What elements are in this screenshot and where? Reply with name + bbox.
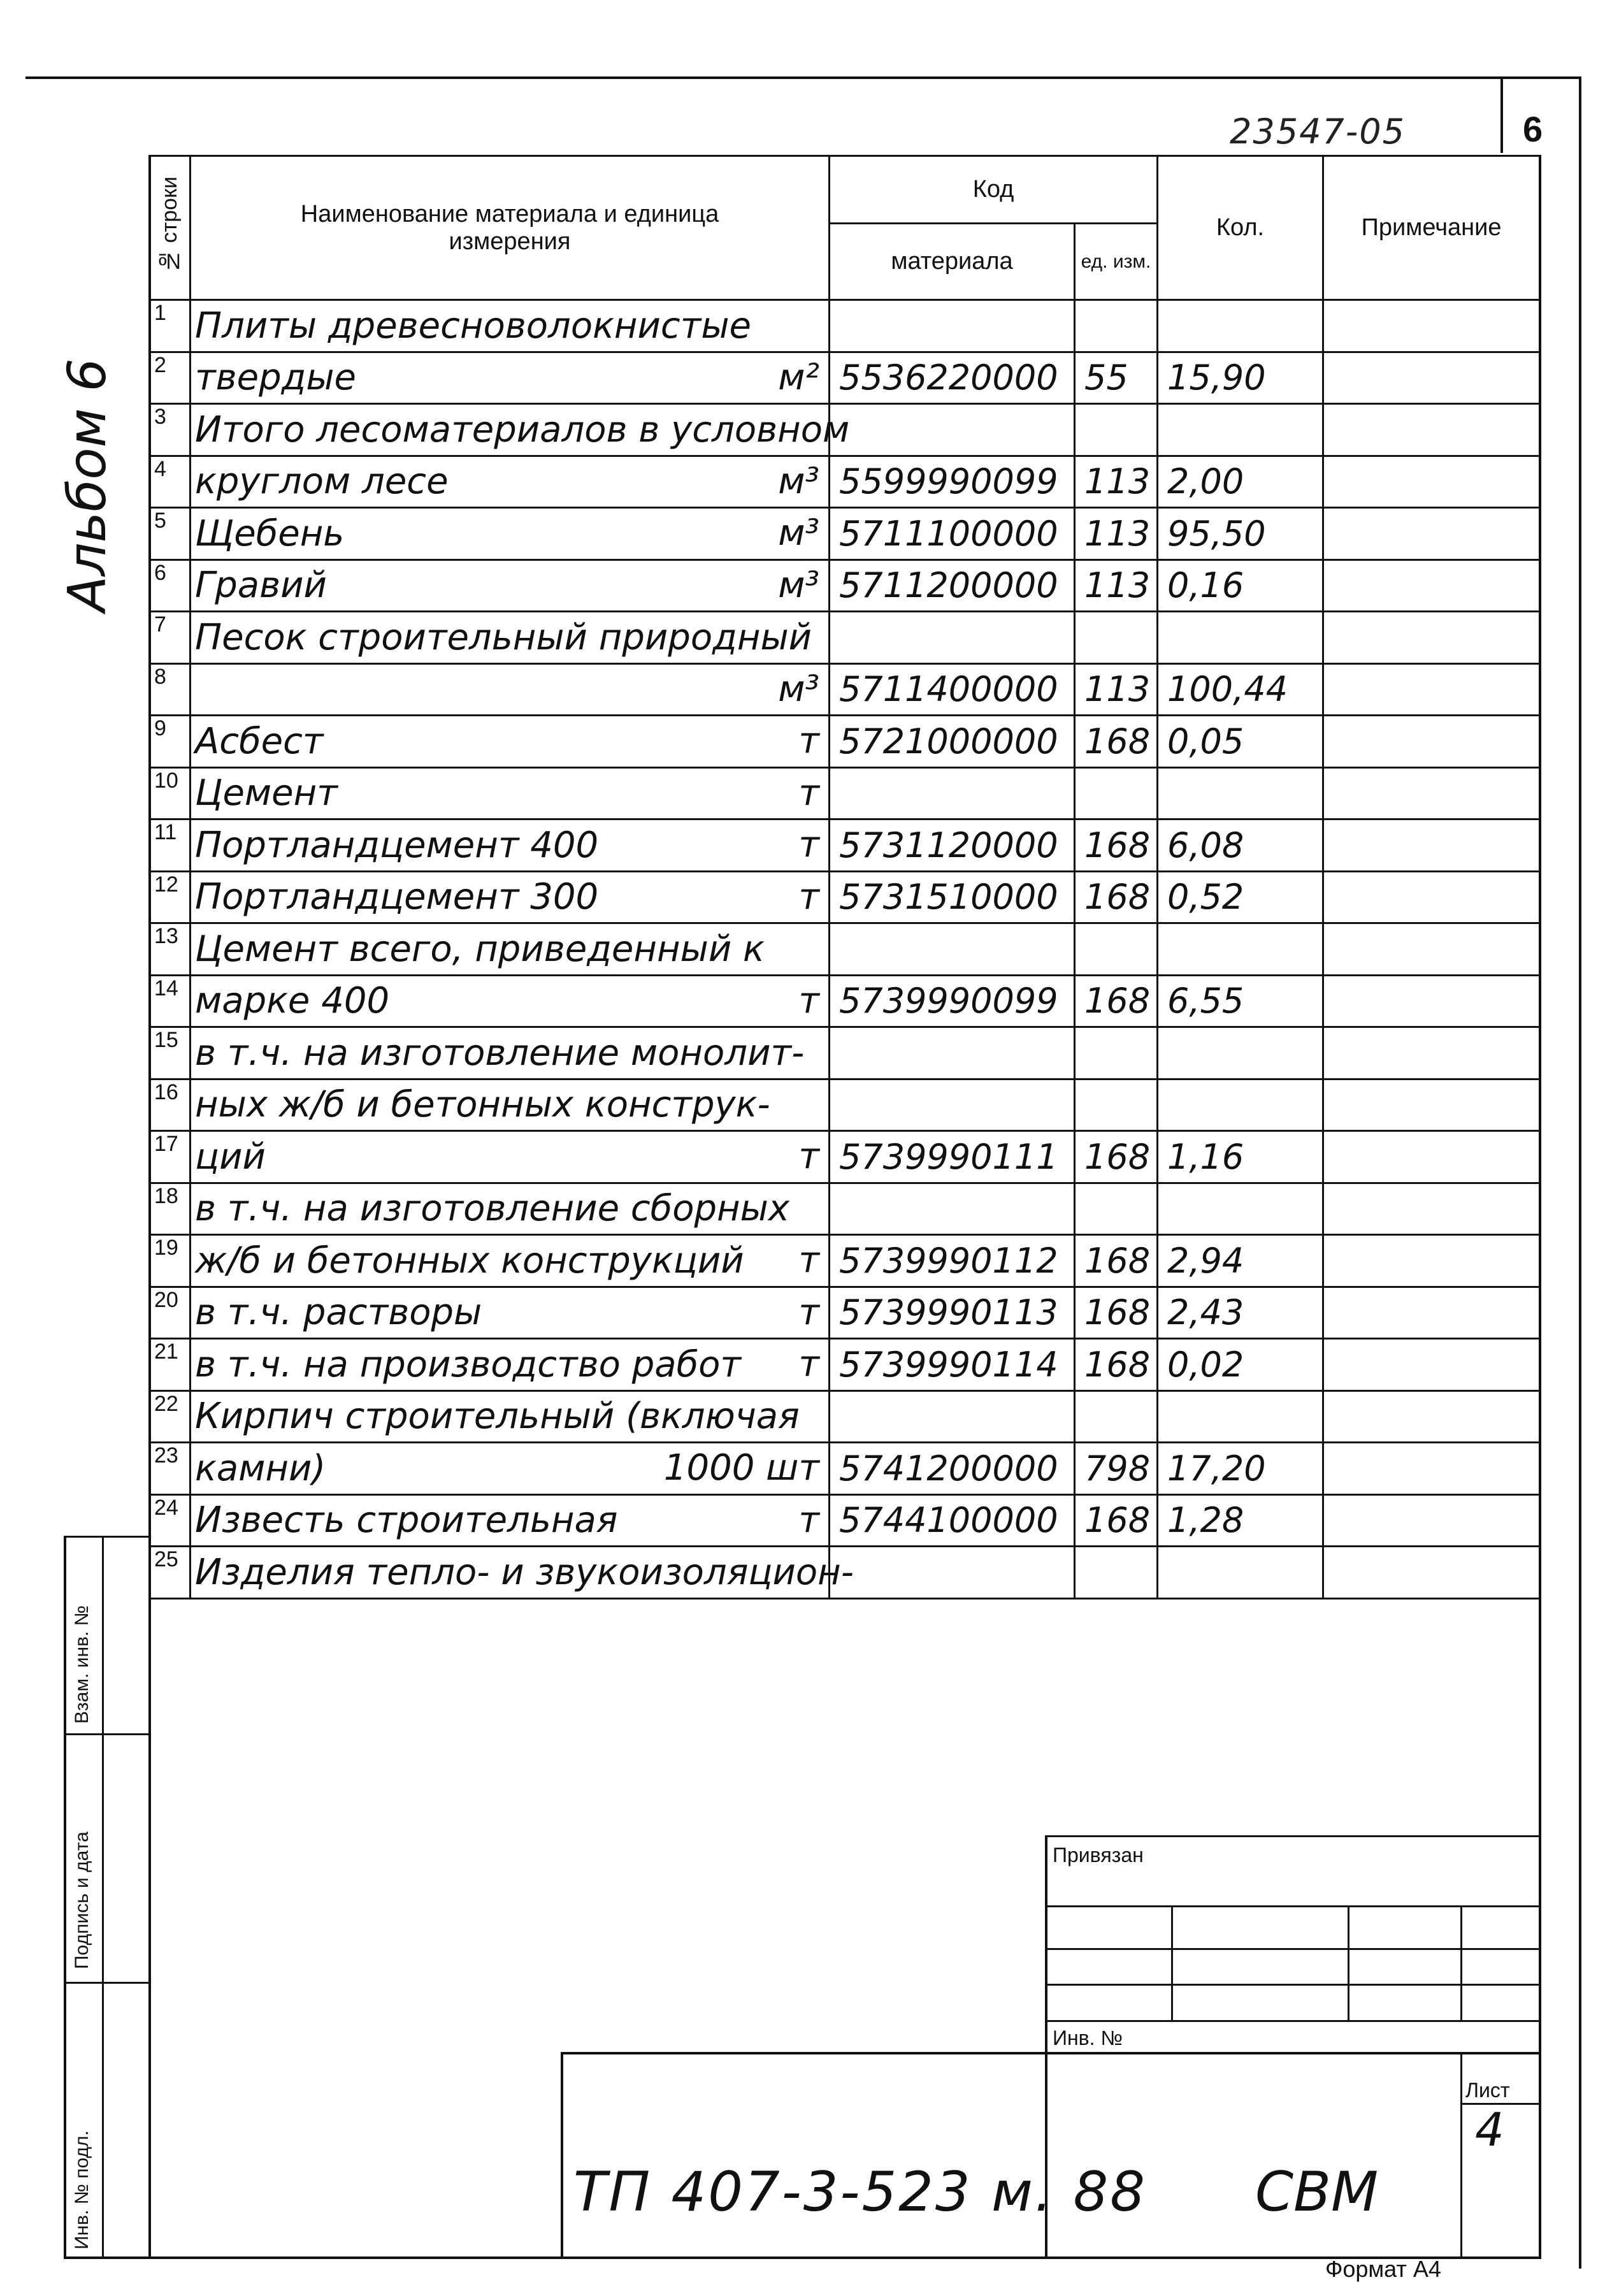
quantity: 15,90 (1158, 352, 1323, 404)
note-cell (1323, 923, 1540, 976)
note-cell (1323, 300, 1540, 352)
row-number: 8 (150, 663, 191, 716)
row-number: 13 (150, 923, 191, 976)
table-row (150, 663, 1540, 716)
material-code (830, 923, 1075, 976)
note-cell (1323, 352, 1540, 404)
table-row (150, 1287, 1540, 1339)
measure-unit: т (798, 824, 819, 865)
measure-unit: т (798, 979, 819, 1022)
quantity (1158, 1027, 1323, 1079)
measure-unit: т (798, 876, 819, 918)
material-name-text: ж/б и бетонных конструкций (195, 1239, 744, 1282)
material-name-text: твердые (195, 357, 357, 399)
row-number: 7 (150, 612, 191, 664)
material-code: 5739990114 (830, 1339, 1075, 1391)
measure-unit: т (798, 772, 819, 814)
material-name (191, 1027, 830, 1079)
titleblock-col1 (1171, 1905, 1173, 2020)
note-cell (1323, 1443, 1540, 1495)
unit-code: 168 (1075, 1131, 1158, 1183)
note-cell (1323, 1131, 1540, 1183)
titleblock-row3 (1045, 1984, 1541, 1986)
material-name (191, 612, 830, 664)
quantity: 6,55 (1158, 975, 1323, 1027)
quantity (1158, 404, 1323, 456)
row-number: 24 (150, 1494, 191, 1547)
row-number: 23 (150, 1443, 191, 1495)
note-cell (1323, 1183, 1540, 1235)
side-stamp-top (64, 1536, 150, 1538)
quantity (1158, 612, 1323, 664)
material-name-text: Гравий (195, 565, 327, 607)
quantity: 100,44 (1158, 663, 1323, 716)
quantity: 0,52 (1158, 871, 1323, 923)
measure-unit: т (798, 1291, 819, 1333)
sheet-value: 4 (1475, 2103, 1504, 2156)
table-row (150, 975, 1540, 1027)
top-rule (25, 76, 1580, 79)
table-row (150, 819, 1540, 872)
note-cell (1323, 1287, 1540, 1339)
material-code: 5711200000 (830, 560, 1075, 612)
material-name (191, 663, 830, 716)
table-row (150, 1547, 1540, 1599)
material-name-text: марке 400 (195, 980, 390, 1022)
material-name-text: в т.ч. растворы (195, 1292, 482, 1334)
material-name-text: Изделия тепло- и звукоизоляцион- (195, 1551, 854, 1593)
titleblock-row2 (1045, 1948, 1541, 1950)
unit-code (1075, 1079, 1158, 1131)
unit-code: 113 (1075, 663, 1158, 716)
table-row (150, 1235, 1540, 1287)
material-name-text: Цемент всего, приведенный к (195, 928, 765, 970)
material-name-text: в т.ч. на изготовление сборных (195, 1188, 789, 1230)
quantity: 0,16 (1158, 560, 1323, 612)
replaced-inv-label: Взам. инв. № (71, 1605, 92, 1724)
note-cell (1323, 871, 1540, 923)
document-code: 23547-05 (1230, 112, 1406, 152)
material-name-text: в т.ч. на производство работ (195, 1343, 741, 1385)
row-number: 17 (150, 1131, 191, 1183)
unit-code: 168 (1075, 1287, 1158, 1339)
material-name (191, 456, 830, 508)
material-name (191, 1339, 830, 1391)
material-name-text: Портландцемент 300 (195, 876, 599, 918)
side-stamp-left (64, 1536, 66, 2259)
header-name: Наименование материала и единица измерения (191, 156, 830, 300)
measure-unit: т (798, 1499, 819, 1541)
table-row (150, 456, 1540, 508)
header-note: Примечание (1323, 156, 1540, 300)
table-row (150, 300, 1540, 352)
measure-unit: т (798, 720, 819, 762)
row-number: 25 (150, 1547, 191, 1599)
titleblock-col3 (1460, 1905, 1462, 2020)
quantity: 17,20 (1158, 1443, 1323, 1495)
quantity: 2,43 (1158, 1287, 1323, 1339)
material-name-text: Итого лесоматериалов в условном (195, 408, 850, 451)
note-cell (1323, 612, 1540, 664)
note-cell (1323, 1339, 1540, 1391)
material-name (191, 352, 830, 404)
header-material: материала (830, 224, 1075, 300)
note-cell (1323, 456, 1540, 508)
material-name (191, 1183, 830, 1235)
row-number: 1 (150, 300, 191, 352)
titleblock-row1 (1045, 1905, 1541, 1907)
material-name-text: Цемент (195, 772, 338, 814)
material-code: 5739990099 (830, 975, 1075, 1027)
quantity (1158, 923, 1323, 976)
material-name (191, 1235, 830, 1287)
note-cell (1323, 975, 1540, 1027)
titleblock-row4 (1045, 2020, 1541, 2022)
table-row (150, 560, 1540, 612)
note-cell (1323, 767, 1540, 819)
row-number: 3 (150, 404, 191, 456)
signature-date-label: Подпись и дата (71, 1831, 92, 1969)
note-cell (1323, 1494, 1540, 1547)
material-code: 5741200000 (830, 1443, 1075, 1495)
material-name (191, 1443, 830, 1495)
material-name (191, 819, 830, 872)
material-name (191, 1494, 830, 1547)
material-code (830, 1079, 1075, 1131)
material-code (830, 300, 1075, 352)
unit-code (1075, 1547, 1158, 1599)
header-row-no: № строки (150, 156, 191, 300)
measure-unit: 1000 шт (663, 1447, 819, 1489)
materials-table (148, 155, 1541, 1599)
row-number: 2 (150, 352, 191, 404)
titleblock-main-left (561, 2052, 563, 2257)
note-cell (1323, 1235, 1540, 1287)
quantity (1158, 767, 1323, 819)
material-name-text: Плиты древесноволокнистые (195, 305, 752, 347)
sheet-cell-left (1460, 2052, 1462, 2257)
unit-code (1075, 1183, 1158, 1235)
row-number: 15 (150, 1027, 191, 1079)
note-cell (1323, 1390, 1540, 1443)
measure-unit: т (798, 1343, 819, 1385)
row-number: 22 (150, 1390, 191, 1443)
material-code: 5599990099 (830, 456, 1075, 508)
material-code: 5711400000 (830, 663, 1075, 716)
material-code (830, 1027, 1075, 1079)
unit-code: 168 (1075, 975, 1158, 1027)
table-row (150, 1079, 1540, 1131)
measure-unit: м³ (778, 668, 819, 710)
material-code (830, 1547, 1075, 1599)
material-code: 5739990112 (830, 1235, 1075, 1287)
material-code (830, 767, 1075, 819)
row-number: 11 (150, 819, 191, 872)
material-name (191, 716, 830, 768)
note-cell (1323, 1079, 1540, 1131)
note-cell (1323, 1547, 1540, 1599)
unit-code: 113 (1075, 508, 1158, 560)
material-name (191, 923, 830, 976)
material-name-text: Кирпич строительный (включая (195, 1396, 800, 1438)
material-name-text: Асбест (195, 720, 324, 762)
quantity (1158, 300, 1323, 352)
table-row (150, 1390, 1540, 1443)
row-number: 14 (150, 975, 191, 1027)
sheet-label: Лист (1465, 2079, 1510, 2102)
album-label: Альбом 6 (57, 358, 118, 612)
note-cell (1323, 560, 1540, 612)
table-row (150, 871, 1540, 923)
material-name (191, 508, 830, 560)
note-cell (1323, 404, 1540, 456)
unit-code (1075, 404, 1158, 456)
material-code (830, 612, 1075, 664)
material-code: 5536220000 (830, 352, 1075, 404)
table-row (150, 1183, 1540, 1235)
material-name-text: в т.ч. на изготовление монолит- (195, 1032, 805, 1074)
unit-code (1075, 612, 1158, 664)
material-name (191, 1547, 854, 1599)
material-name-text: Известь строительная (195, 1499, 618, 1541)
table-row (150, 1131, 1540, 1183)
material-code: 5731120000 (830, 819, 1075, 872)
row-number: 10 (150, 767, 191, 819)
row-number: 20 (150, 1287, 191, 1339)
unit-code: 168 (1075, 871, 1158, 923)
note-cell (1323, 716, 1540, 768)
quantity: 2,94 (1158, 1235, 1323, 1287)
material-name-text: Портландцемент 400 (195, 824, 599, 866)
table-row (150, 767, 1540, 819)
quantity (1158, 1183, 1323, 1235)
measure-unit: т (798, 1136, 819, 1177)
material-name-text: ных ж/б и бетонных конструк- (195, 1084, 770, 1126)
material-name (191, 871, 830, 923)
material-name-text: круглом лесе (195, 461, 449, 503)
material-name (191, 767, 830, 819)
material-name (191, 560, 830, 612)
quantity: 1,16 (1158, 1131, 1323, 1183)
unit-code (1075, 1390, 1158, 1443)
table-row (150, 404, 1540, 456)
table-row (150, 1027, 1540, 1079)
table-row (150, 1339, 1540, 1391)
material-name-text: ций (195, 1136, 266, 1178)
header-unit: ед. изм. (1075, 224, 1158, 300)
outer-right-rule (1579, 76, 1581, 2269)
unit-code: 168 (1075, 1494, 1158, 1547)
bound-label: Привязан (1053, 1844, 1144, 1866)
header-code: Код (830, 156, 1158, 224)
table-row (150, 612, 1540, 664)
row-number: 6 (150, 560, 191, 612)
material-code: 5739990111 (830, 1131, 1075, 1183)
measure-unit: м³ (778, 512, 819, 554)
material-code (830, 404, 1075, 456)
material-code: 5744100000 (830, 1494, 1075, 1547)
measure-unit: м³ (778, 460, 819, 502)
quantity: 6,08 (1158, 819, 1323, 872)
row-number: 18 (150, 1183, 191, 1235)
material-code (830, 1390, 1075, 1443)
unit-code: 168 (1075, 819, 1158, 872)
quantity (1158, 1390, 1323, 1443)
side-stamp-sep2 (64, 1982, 150, 1984)
measure-unit: т (798, 1239, 819, 1281)
side-stamp-mid (102, 1536, 104, 2259)
unit-code: 798 (1075, 1443, 1158, 1495)
unit-code: 168 (1075, 716, 1158, 768)
section-code: СВМ (1255, 2160, 1379, 2224)
material-name-text: камни) (195, 1447, 326, 1489)
inv-no-label: Инв. № (1053, 2026, 1123, 2049)
unit-code: 113 (1075, 560, 1158, 612)
note-cell (1323, 819, 1540, 872)
material-name (191, 1079, 830, 1131)
table-row (150, 1494, 1540, 1547)
unit-code: 113 (1075, 456, 1158, 508)
material-name-text: Песок строительный природный (195, 616, 812, 658)
material-name-text: Щебень (195, 512, 345, 554)
unit-code: 55 (1075, 352, 1158, 404)
unit-code (1075, 1027, 1158, 1079)
quantity: 95,50 (1158, 508, 1323, 560)
material-name (191, 1131, 830, 1183)
quantity: 0,02 (1158, 1339, 1323, 1391)
measure-unit: м² (778, 356, 819, 398)
row-number: 4 (150, 456, 191, 508)
measure-unit: м³ (778, 564, 819, 606)
material-name (191, 1390, 830, 1443)
row-number: 19 (150, 1235, 191, 1287)
material-name (191, 1287, 830, 1339)
sheet-number-top: 6 (1523, 109, 1543, 149)
material-code (830, 1183, 1075, 1235)
table-row (150, 923, 1540, 976)
project-designation: ТП 407-3-523 м. 88 (573, 2160, 1147, 2224)
note-cell (1323, 663, 1540, 716)
unit-code (1075, 300, 1158, 352)
material-code: 5731510000 (830, 871, 1075, 923)
table-row (150, 1443, 1540, 1495)
table-row (150, 352, 1540, 404)
sheet-number-divider (1500, 76, 1503, 153)
quantity (1158, 1079, 1323, 1131)
unit-code: 168 (1075, 1235, 1158, 1287)
unit-code (1075, 767, 1158, 819)
row-number: 9 (150, 716, 191, 768)
header-qty: Кол. (1158, 156, 1323, 300)
table-row (150, 508, 1540, 560)
quantity: 2,00 (1158, 456, 1323, 508)
unit-code (1075, 923, 1158, 976)
material-name (191, 300, 830, 352)
row-number: 5 (150, 508, 191, 560)
material-code: 5739990113 (830, 1287, 1075, 1339)
titleblock-col2 (1348, 1905, 1349, 2020)
quantity: 1,28 (1158, 1494, 1323, 1547)
original-inv-label: Инв. № подл. (71, 2130, 92, 2249)
material-code: 5721000000 (830, 716, 1075, 768)
titleblock-top (1045, 1835, 1541, 1837)
material-code: 5711100000 (830, 508, 1075, 560)
paper-format: Формат А4 (1325, 2256, 1441, 2282)
frame-bottom (64, 2256, 1541, 2259)
note-cell (1323, 508, 1540, 560)
side-stamp-sep1 (64, 1733, 150, 1735)
titleblock-main-top (561, 2052, 1541, 2054)
row-number: 21 (150, 1339, 191, 1391)
row-number: 12 (150, 871, 191, 923)
material-name (191, 404, 850, 456)
material-name (191, 975, 830, 1027)
quantity: 0,05 (1158, 716, 1323, 768)
unit-code: 168 (1075, 1339, 1158, 1391)
row-number: 16 (150, 1079, 191, 1131)
note-cell (1323, 1027, 1540, 1079)
quantity (1158, 1547, 1323, 1599)
table-row (150, 716, 1540, 768)
